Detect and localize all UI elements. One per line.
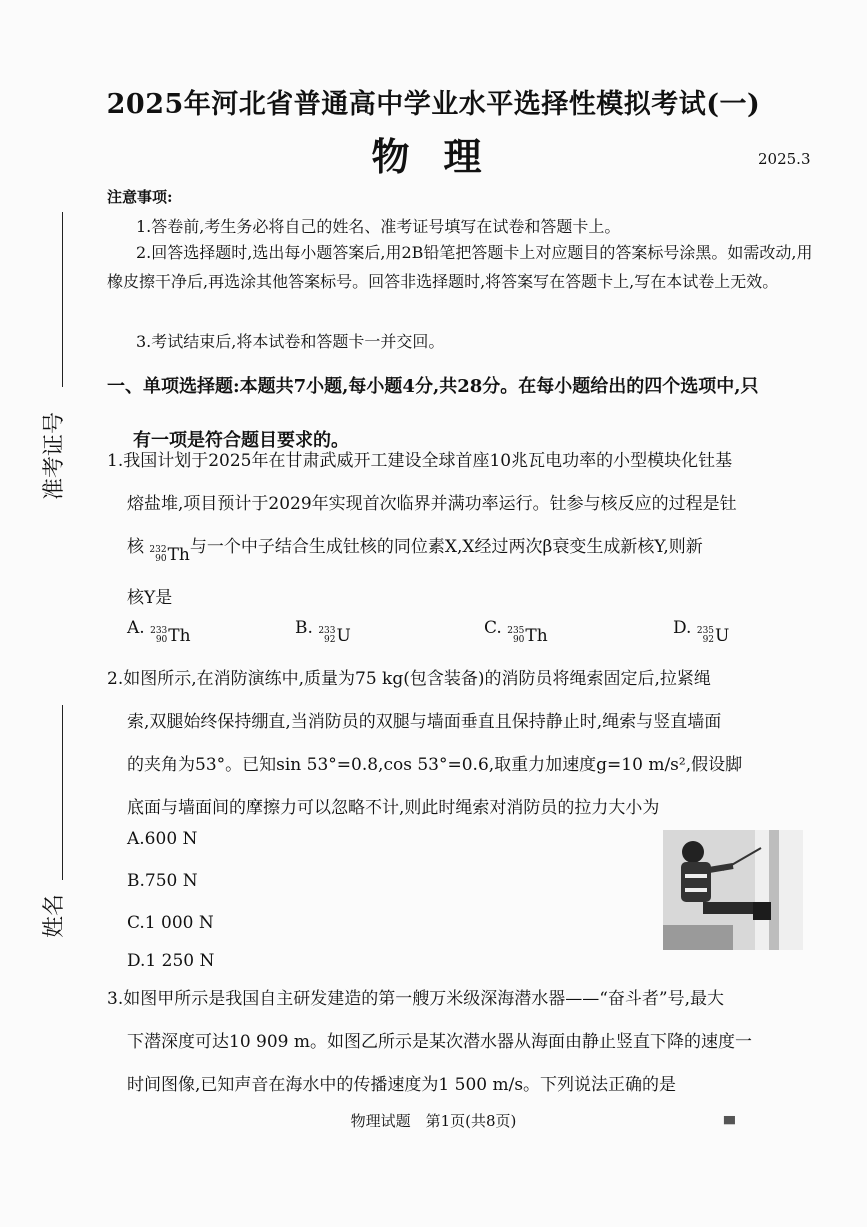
q2-option-b[interactable]: B.750 N (127, 871, 198, 891)
q3-line2: 下潜深度可达10 909 m。如图乙所示是某次潜水器从海面由静止竖直下降的速度一 (127, 1032, 753, 1052)
q2-line1: 2.如图所示,在消防演练中,质量为75 kg(包含装备)的消防员将绳索固定后,拉紧绳 (107, 669, 711, 689)
q1-line4: 核Y是 (127, 587, 173, 608)
q1-options (127, 618, 817, 644)
q2-option-d[interactable]: D.1 250 N (127, 951, 215, 971)
q2-option-a[interactable]: A.600 N (127, 829, 198, 849)
page-footer: 物理试题 第1页(共8页) (350, 1112, 517, 1130)
subject-title: 物理 (371, 134, 516, 179)
exam-id-label: 准考证号 (42, 411, 67, 500)
firefighter-illustration (663, 830, 803, 950)
question-1 (107, 440, 817, 620)
q1-line2: 熔盐堆,项目预计于2029年实现首次临界并满功率运行。钍参与核反应的过程是钍 (127, 494, 737, 514)
q3-line1: 3.如图甲所示是我国自主研发建造的第一艘万米级深海潜水器——“奋斗者”号,最大 (107, 989, 725, 1009)
q1-option-a[interactable]: A. 233 90 Th (127, 618, 191, 646)
name-label: 姓名 (42, 893, 67, 938)
q2-line4: 底面与墙面间的摩擦力可以忽略不计,则此时绳索对消防员的拉力大小为 (127, 798, 660, 818)
q1-line3-prefix: 核 (127, 537, 144, 557)
section-heading-line2: 有一项是符合题目要求的。 (133, 430, 349, 451)
q1-line3-rest: 与一个中子结合生成钍核的同位素X,X经过两次β衰变生成新核Y,则新 (189, 537, 703, 557)
notice-item-3: 3.考试结束后,将本试卷和答题卡一并交回。 (136, 332, 445, 351)
q2-option-c[interactable]: C.1 000 N (127, 913, 214, 933)
q1-line3 (107, 526, 817, 577)
q2-line2: 索,双腿始终保持绷直,当消防员的双腿与墙面垂直且保持静止时,绳索与竖直墙面 (127, 712, 722, 732)
exam-date: 2025.3 (758, 150, 811, 168)
q1-line1: 1.我国计划于2025年在甘肃武威开工建设全球首座10兆瓦电功率的小型模块化钍基 (107, 451, 733, 471)
notice-item-1: 1.答卷前,考生务必将自己的姓名、准考证号填写在试卷和答题卡上。 (136, 217, 621, 236)
name-line (62, 705, 63, 880)
exam-title: 2025年河北省普通高中学业水平选择性模拟考试(一) (106, 89, 761, 120)
q1-option-c[interactable]: C. 235 90 Th (484, 618, 548, 646)
firefighter-photo (663, 830, 803, 950)
corner-mark-icon: ▀ (724, 1117, 735, 1133)
question-2 (107, 658, 817, 830)
q3-line3: 时间图像,已知声音在海水中的传播速度为1 500 m/s。下列说法正确的是 (127, 1075, 677, 1095)
exam-id-line (62, 212, 63, 387)
notice-heading: 注意事项: (107, 188, 173, 206)
question-3 (107, 978, 817, 1107)
q1-option-b[interactable]: B. 233 92 U (295, 618, 351, 646)
section-heading-line1: 一、单项选择题:本题共7小题,每小题4分,共28分。在每小题给出的四个选项中,只 (107, 376, 759, 397)
q1-option-d[interactable]: D. 235 92 U (673, 618, 730, 646)
q2-line3: 的夹角为53°。已知sin 53°=0.8,cos 53°=0.6,取重力加速度g=10 m/s²,假设脚 (127, 755, 743, 775)
notice-item-2: 2.回答选择题时,选出每小题答案后,用2B铅笔把答题卡上对应题目的答案标号涂黑。如需改动,用橡皮擦干净后,再选涂其他答案标号。回答非选择题时,将答案写在答题卡上,写在本试卷上无效。 (107, 243, 813, 291)
thorium-232-nuclide: 232 90 Th (149, 544, 190, 565)
